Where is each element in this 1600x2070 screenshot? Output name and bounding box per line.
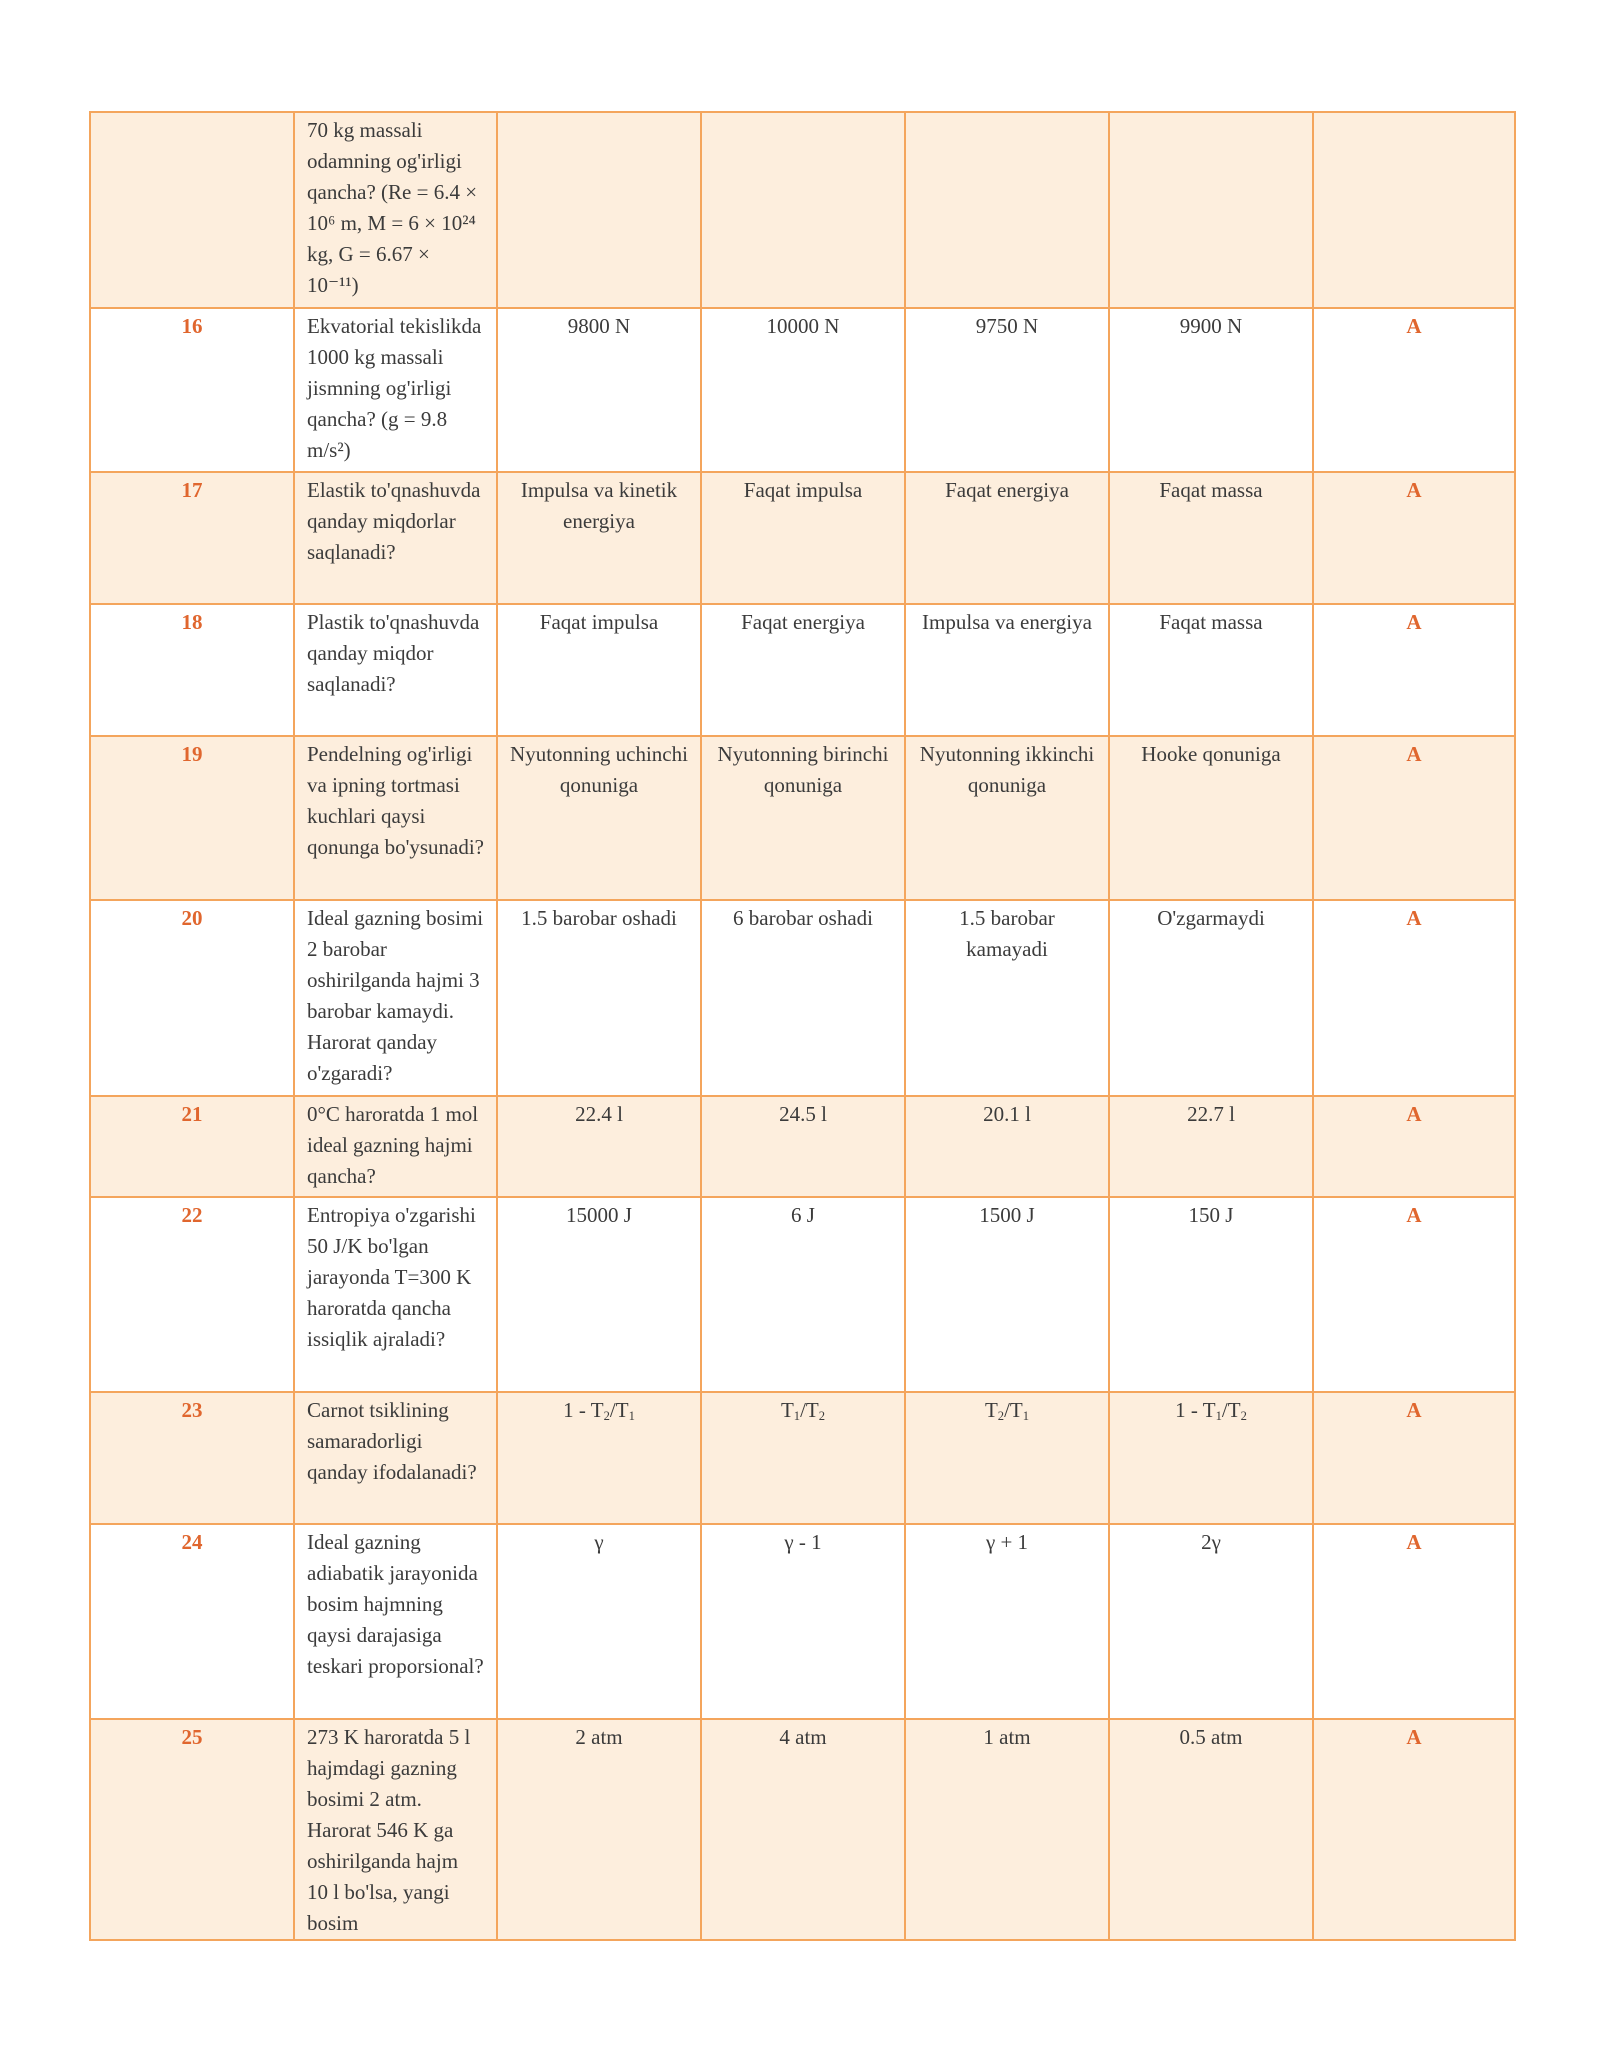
question-number: 23 [90,1392,294,1524]
option-a: γ [497,1524,701,1719]
question-text: Entropiya o'zgarishi 50 J/K bo'lgan jarayonda T=300 K haroratda qancha issiqlik ajraladi? [294,1197,497,1392]
table-row [90,900,1515,1096]
answer-key: A [1313,1719,1515,1940]
option-d: $1 - T_1/T_2$ [1109,1392,1313,1524]
option-c: γ + 1 [905,1524,1109,1719]
option-d: 150 J [1109,1197,1313,1392]
question-text: Elastik to'qnashuvda qanday miqdorlar saqlanadi? [294,472,497,604]
answer-key: A [1313,1392,1515,1524]
answer-key: A [1313,1524,1515,1719]
option-b: $T_1/T_2$ [701,1392,905,1524]
option-b [701,112,905,308]
option-b: 6 barobar oshadi [701,900,905,1096]
question-number: 24 [90,1524,294,1719]
question-number: 20 [90,900,294,1096]
option-b: 6 J [701,1197,905,1392]
question-text: Ideal gazning bosimi 2 barobar oshirilganda hajmi 3 barobar kamaydi. Harorat qanday o'zgaradi? [294,900,497,1096]
option-d: 9900 N [1109,308,1313,472]
option-a: $1 - T_2/T_1$ [497,1392,701,1524]
option-b: 10000 N [701,308,905,472]
option-b: Faqat energiya [701,604,905,736]
question-text: 70 kg massali odamning og'irligi qancha? (Re = 6.4 × 10⁶ m, M = 6 × 10²⁴ kg, G = 6.67 × 10⁻¹¹) [294,112,497,308]
question-number: 21 [90,1096,294,1197]
answer-key: A [1313,736,1515,900]
table-row [90,1719,1515,1940]
answer-key [1313,112,1515,308]
option-a [497,112,701,308]
option-d: 22.7 l [1109,1096,1313,1197]
answer-key: A [1313,472,1515,604]
answer-key: A [1313,1096,1515,1197]
question-number: 17 [90,472,294,604]
question-text: 0°C haroratda 1 mol ideal gazning hajmi qancha? [294,1096,497,1197]
option-d: Faqat massa [1109,472,1313,604]
table-row [90,604,1515,736]
option-d [1109,112,1313,308]
option-a: Impulsa va kinetik energiya [497,472,701,604]
answer-key: A [1313,900,1515,1096]
option-c: Impulsa va energiya [905,604,1109,736]
question-text: Ideal gazning adiabatik jarayonida bosim hajmning qaysi darajasiga teskari proporsional? [294,1524,497,1719]
question-number: 19 [90,736,294,900]
question-number: 22 [90,1197,294,1392]
option-c: $T_2/T_1$ [905,1392,1109,1524]
option-c: 1 atm [905,1719,1109,1940]
option-c: 1500 J [905,1197,1109,1392]
table-row [90,1392,1515,1524]
option-a: 1.5 barobar oshadi [497,900,701,1096]
option-b: Nyutonning birinchi qonuniga [701,736,905,900]
option-d: 0.5 atm [1109,1719,1313,1940]
option-c: Faqat energiya [905,472,1109,604]
option-a: 9800 N [497,308,701,472]
answer-key: A [1313,604,1515,736]
option-a: 15000 J [497,1197,701,1392]
question-text: Plastik to'qnashuvda qanday miqdor saqlanadi? [294,604,497,736]
table-row [90,112,1515,308]
option-a: Faqat impulsa [497,604,701,736]
question-number: 16 [90,308,294,472]
option-a: 2 atm [497,1719,701,1940]
option-d: O'zgarmaydi [1109,900,1313,1096]
quiz-table [89,111,1516,1941]
table-row [90,308,1515,472]
question-text: Ekvatorial tekislikda 1000 kg massali jismning og'irligi qancha? (g = 9.8 m/s²) [294,308,497,472]
answer-key: A [1313,308,1515,472]
option-d: Faqat massa [1109,604,1313,736]
option-b: γ - 1 [701,1524,905,1719]
option-c: Nyutonning ikkinchi qonuniga [905,736,1109,900]
option-b: 4 atm [701,1719,905,1940]
question-number: 25 [90,1719,294,1940]
option-c: 1.5 barobar kamayadi [905,900,1109,1096]
option-c: 20.1 l [905,1096,1109,1197]
question-text: Pendelning og'irligi va ipning tortmasi kuchlari qaysi qonunga bo'ysunadi? [294,736,497,900]
question-number [90,112,294,308]
answer-key: A [1313,1197,1515,1392]
option-a: Nyutonning uchinchi qonuniga [497,736,701,900]
option-b: 24.5 l [701,1096,905,1197]
question-text: 273 K haroratda 5 l hajmdagi gazning bosimi 2 atm. Harorat 546 K ga oshirilganda hajm 10 l bo'lsa, yangi bosim [294,1719,497,1940]
question-number: 18 [90,604,294,736]
table-row [90,1096,1515,1197]
option-b: Faqat impulsa [701,472,905,604]
table-row [90,1197,1515,1392]
option-c [905,112,1109,308]
option-c: 9750 N [905,308,1109,472]
option-d: 2γ [1109,1524,1313,1719]
table-row [90,736,1515,900]
option-a: 22.4 l [497,1096,701,1197]
question-text: Carnot tsiklining samaradorligi qanday ifodalanadi? [294,1392,497,1524]
option-d: Hooke qonuniga [1109,736,1313,900]
table-row [90,1524,1515,1719]
table-row [90,472,1515,604]
